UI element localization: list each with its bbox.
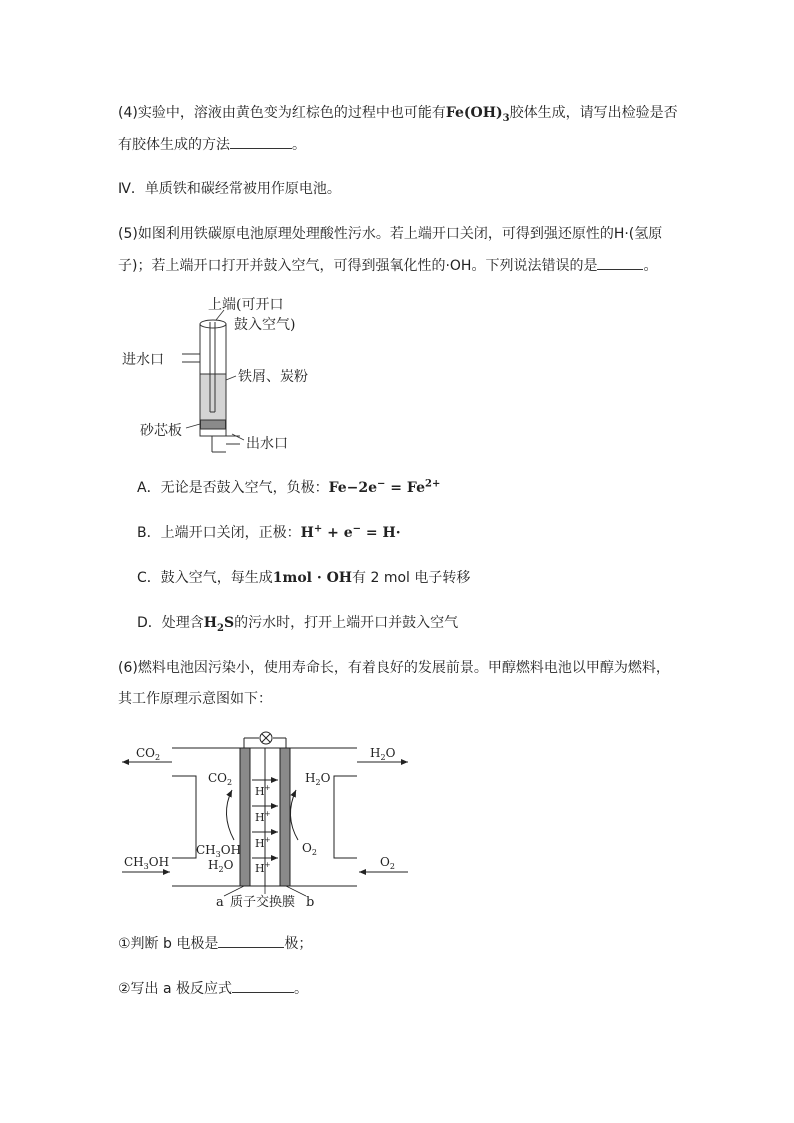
option-d[interactable] [137, 613, 458, 633]
option-b-formula-3: = H· [361, 525, 401, 541]
section-4-heading: Ⅳ．单质铁和碳经常被用作原电池。 [118, 181, 341, 197]
option-a-formula-1: Fe−2e [328, 480, 378, 496]
option-d-text-b: 的污水时，打开上端开口并鼓入空气 [234, 615, 459, 631]
electrode-b-label: b [306, 895, 315, 910]
fig1-inlet-label: 进水口 [122, 352, 164, 368]
co2-outlet-label: $CO_2$ [136, 746, 161, 762]
h2o-product-label: $H_2O$ [305, 771, 331, 787]
q5-line1: (5)如图利用铁碳原电池原理处理酸性污水。若上端开口关闭，可得到强还原性的H·(氢原 [118, 226, 663, 242]
option-a-text: A．无论是否鼓入空气，负极： [137, 480, 329, 496]
fig1-top-label-2: 鼓入空气) [234, 317, 296, 333]
q4-line1 [118, 103, 678, 123]
option-a[interactable] [137, 478, 440, 498]
option-d-text: D．处理含 [137, 615, 204, 631]
fig1-plate-label: 砂芯板 [140, 423, 182, 439]
h2o-reactant-label: $H_2O$ [208, 858, 234, 874]
option-a-sup-2: 2+ [425, 478, 441, 490]
q4-answer-blank[interactable] [230, 134, 292, 149]
sub1-text-b: 极； [284, 936, 313, 952]
sub1-answer-blank[interactable] [218, 933, 284, 948]
option-b[interactable] [137, 523, 401, 543]
option-a-sup-1: − [377, 478, 386, 490]
q5-line2 [118, 255, 657, 276]
q4-text-b: 胶体生成，请写出检验是否 [509, 105, 678, 121]
q5-end: 。 [643, 258, 658, 274]
q4-text-a: (4)实验中，溶液由黄色变为红棕色的过程中也可能有 [118, 105, 446, 121]
ch3oh-feed-label: $CH_3OH$ [124, 855, 170, 871]
option-c-text: C．鼓入空气，每生成 [137, 570, 273, 586]
option-b-text: B．上端开口关闭，正极： [137, 525, 301, 541]
electrode-a-label: a [216, 895, 224, 910]
option-c[interactable] [137, 568, 470, 588]
option-d-formula-s: S [223, 615, 235, 631]
fig1-fill-label: 铁屑、炭粉 [238, 369, 308, 385]
hplus-label-1: H+ [255, 784, 271, 798]
option-a-formula-2: = Fe [385, 480, 425, 496]
option-b-sup-1: + [313, 523, 323, 535]
sub1-text-a: ①判断 b 电极是 [118, 936, 219, 952]
fig1-top-label-1: 上端(可开口 [208, 297, 284, 313]
q4-formula: Fe(OH) [445, 105, 503, 121]
q4-text-c: 有胶体生成的方法 [118, 137, 230, 153]
h2o-outlet-label: $H_2O$ [370, 746, 396, 762]
option-c-text-b: 有 2 mol 电子转移 [352, 570, 471, 586]
ch3oh-reactant-label: $CH_3OH$ [196, 843, 242, 859]
option-d-sub: 2 [217, 622, 224, 634]
hplus-label-3: H+ [255, 836, 271, 850]
q6-line1: (6)燃料电池因污染小，使用寿命长，有着良好的发展前景。甲醇燃料电池以甲醇为燃料， [118, 660, 670, 676]
q5-answer-blank[interactable] [597, 255, 643, 270]
o2-reactant-label: $O_2$ [302, 841, 317, 857]
iron-carbon-cell-diagram [112, 292, 342, 462]
sub2-end: 。 [294, 981, 309, 997]
hplus-label-4: H+ [255, 861, 271, 875]
option-b-formula-2: + e [322, 525, 353, 541]
fig1-outlet-label: 出水口 [246, 436, 288, 452]
q4-end: 。 [292, 137, 306, 153]
option-c-formula: 1mol · OH [272, 570, 353, 586]
hplus-label-2: H+ [255, 810, 271, 824]
option-b-formula-1: H [300, 525, 314, 541]
co2-product-label: $CO_2$ [208, 771, 233, 787]
electrode-b [280, 748, 290, 886]
sub-question-2 [118, 978, 308, 999]
sub-question-1 [118, 933, 312, 954]
methanol-fuel-cell-diagram [112, 722, 422, 912]
q4-formula-sub: 3 [502, 112, 510, 124]
o2-feed-label: $O_2$ [380, 855, 395, 871]
q4-line2 [118, 134, 306, 155]
sub2-answer-blank[interactable] [232, 978, 294, 993]
electrode-a [240, 748, 250, 886]
sub2-text-a: ②写出 a 极反应式 [118, 981, 233, 997]
q6-line2: 其工作原理示意图如下： [118, 691, 272, 707]
q5-text: 子)；若上端开口打开并鼓入空气，可得到强氧化性的·OH。下列说法错误的是 [118, 258, 598, 274]
membrane-label: 质子交换膜 [230, 895, 296, 910]
option-b-sup-2: − [352, 523, 362, 535]
option-d-formula-h: H [203, 615, 218, 631]
